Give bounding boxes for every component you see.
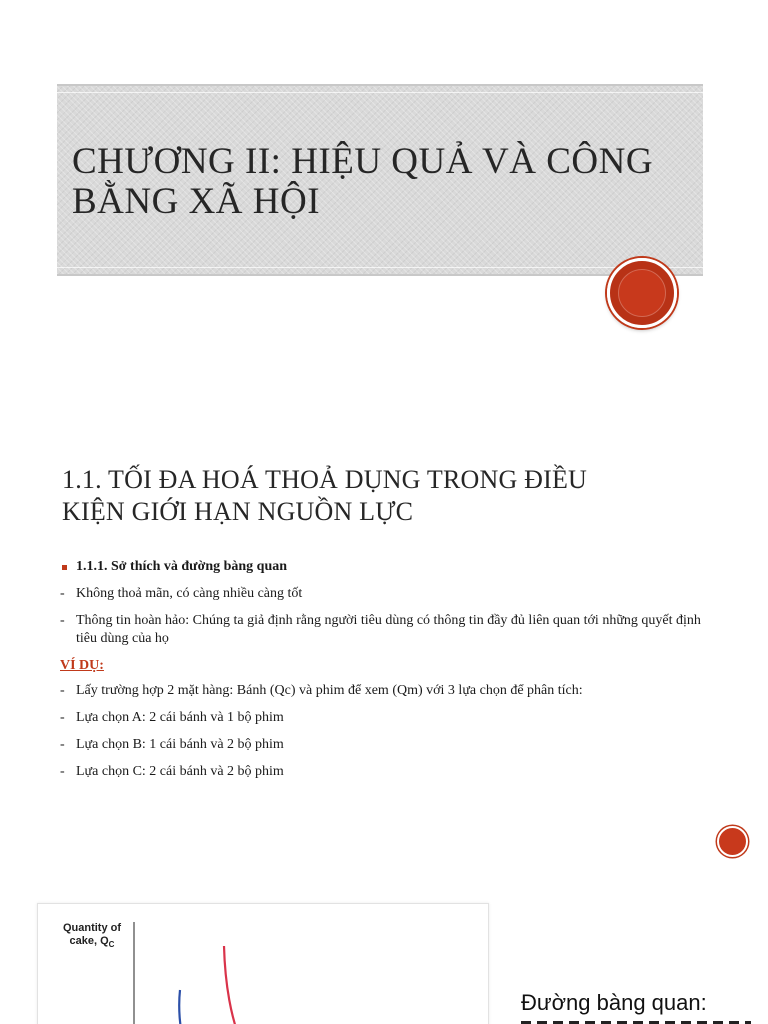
example-item-text: Lựa chọn A: 2 cái bánh và 1 bộ phim xyxy=(76,710,284,725)
slide-2-title-line-2: KIỆN GIỚI HẠN NGUỒN LỰC xyxy=(62,497,414,526)
slide-2 xyxy=(0,400,768,880)
slide-1-title xyxy=(72,142,702,222)
example-item-text: Lựa chọn B: 1 cái bánh và 2 bộ phim xyxy=(76,737,284,752)
dash-marker: - xyxy=(60,683,65,698)
slide-2-content xyxy=(60,558,720,790)
dash-marker: - xyxy=(60,737,65,752)
red-indifference-curve xyxy=(224,946,242,1024)
dash-marker: - xyxy=(60,613,65,628)
example-item xyxy=(60,709,720,727)
example-item-text: Lấy trường hợp 2 mặt hàng: Bánh (Qc) và phim để xem (Qm) với 3 lựa chọn để phân tích: xyxy=(76,683,583,698)
list-item xyxy=(60,612,720,648)
example-label: VÍ DỤ: xyxy=(60,658,104,673)
indifference-chart xyxy=(37,903,489,1024)
list-item-text: Không thoả mãn, có càng nhiều càng tốt xyxy=(76,586,303,601)
blue-indifference-curve xyxy=(179,990,184,1024)
slide-3-heading: Đường bàng quan: xyxy=(521,990,707,1015)
cut-off-text-line xyxy=(521,1016,751,1024)
example-item-text: Lựa chọn C: 2 cái bánh và 2 bộ phim xyxy=(76,764,284,779)
decorative-circle-icon xyxy=(607,258,677,328)
list-item-text: Thông tin hoàn hảo: Chúng ta giả định rằng người tiêu dùng có thông tin đầy đủ liên quan tới những quyết định tiêu dùng của họ xyxy=(76,613,701,646)
decorative-small-circle-icon xyxy=(717,826,748,857)
subheading-text: 1.1.1. Sở thích và đường bàng quan xyxy=(76,559,288,574)
slide-3 xyxy=(0,880,768,1024)
slide-1 xyxy=(0,0,768,400)
dash-marker: - xyxy=(60,710,65,725)
list-item xyxy=(60,585,720,603)
dash-marker: - xyxy=(60,764,65,779)
dash-marker: - xyxy=(60,586,65,601)
y-label-line-2 xyxy=(56,935,128,951)
slide-1-title-line-1: CHƯƠNG II: HIỆU QUẢ VÀ CÔNG xyxy=(72,141,654,182)
subheading-item xyxy=(60,558,720,576)
banner-line-bottom xyxy=(57,267,703,268)
example-item xyxy=(60,763,720,781)
square-bullet-icon xyxy=(62,565,67,570)
banner-line-top xyxy=(57,92,703,93)
y-label-line-1: Quantity of xyxy=(62,922,122,934)
slide-1-title-line-2: BẰNG XÃ HỘI xyxy=(72,181,321,222)
y-label-subscript: C xyxy=(108,940,115,950)
chart-y-axis-label xyxy=(56,922,128,951)
slide-2-title xyxy=(62,464,702,528)
slide-2-title-line-1: 1.1. TỐI ĐA HOÁ THOẢ DỤNG TRONG ĐIỀU xyxy=(62,465,588,494)
example-item xyxy=(60,682,720,700)
y-label-text: cake, Q xyxy=(69,935,109,947)
example-item xyxy=(60,736,720,754)
